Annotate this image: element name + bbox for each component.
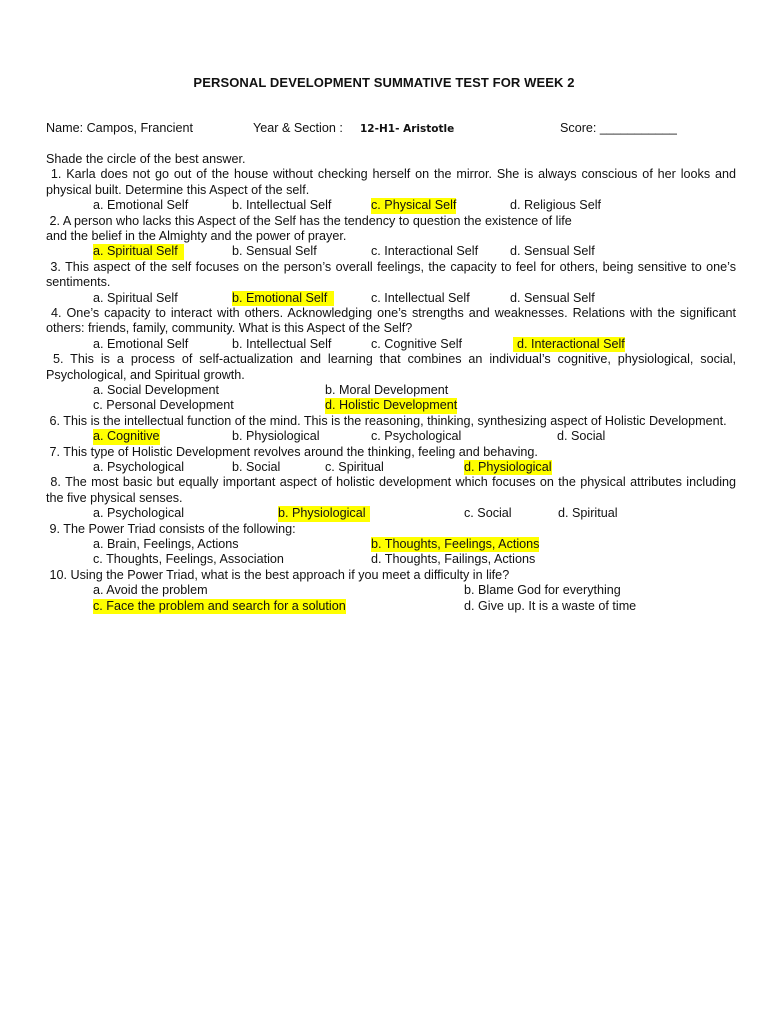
question-6-option-d[interactable]: d. Social xyxy=(557,429,606,444)
question-5-options-row-1 xyxy=(46,383,736,398)
question-8-option-d[interactable]: d. Spiritual xyxy=(558,506,618,521)
question-6-option-a[interactable]: a. Cognitive xyxy=(93,429,160,444)
question-9-options-row-2 xyxy=(46,552,736,567)
question-4-option-d[interactable]: d. Interactional Self xyxy=(513,337,625,352)
question-1-option-a[interactable]: a. Emotional Self xyxy=(93,198,189,213)
question-4-options xyxy=(46,337,736,352)
question-5: 5. This is a process of self-actualization and learning that combines an individual’s cognitive, physiological, social, Psychological, and Spiritual growth. xyxy=(46,352,737,382)
question-9-option-c[interactable]: c. Thoughts, Feelings, Association xyxy=(93,552,284,567)
question-5-option-d[interactable]: d. Holistic Development xyxy=(325,398,458,413)
question-6: 6. This is the intellectual function of the mind. This is the reasoning, thinking, synthesizing aspect of Holistic Development. xyxy=(49,413,727,428)
year-section-label: Year & Section : xyxy=(253,121,343,135)
question-3-option-a[interactable]: a. Spiritual Self xyxy=(93,290,178,305)
question-9-option-b[interactable]: b. Thoughts, Feelings, Actions xyxy=(371,536,540,551)
question-7-option-b[interactable]: b. Social xyxy=(232,459,281,474)
question-6-option-b[interactable]: b. Physiological xyxy=(232,429,320,444)
question-5-option-b[interactable]: b. Moral Development xyxy=(325,382,449,397)
question-2-option-d[interactable]: d. Sensual Self xyxy=(510,244,595,259)
question-list xyxy=(46,152,736,614)
instructions: Shade the circle of the best answer. xyxy=(46,152,246,166)
score-field: Score: ___________ xyxy=(560,121,677,135)
question-9-option-a[interactable]: a. Brain, Feelings, Actions xyxy=(93,536,239,551)
question-10-options-row-2 xyxy=(46,599,736,614)
question-8: 8. The most basic but equally important aspect of holistic development which focuses on the physical attributes including the five physical senses. xyxy=(46,475,737,505)
question-2-option-c[interactable]: c. Interactional Self xyxy=(371,244,479,259)
question-1-option-c[interactable]: c. Physical Self xyxy=(371,198,457,213)
question-3: 3. This aspect of the self focuses on the person’s overall feelings, the capacity to feel for others, being sensitive to one’s sentiments. xyxy=(46,259,737,290)
question-10: 10. Using the Power Triad, what is the best approach if you meet a difficulty in life? xyxy=(49,567,510,582)
question-5-option-c[interactable]: c. Personal Development xyxy=(93,398,234,413)
question-7-option-d[interactable]: d. Physiological xyxy=(464,459,552,474)
question-10-option-a[interactable]: a. Avoid the problem xyxy=(93,583,208,598)
question-9-option-d[interactable]: d. Thoughts, Failings, Actions xyxy=(371,552,536,567)
question-10-options-row-1 xyxy=(46,583,736,598)
question-2-line-2: and the belief in the Almighty and the power of prayer. xyxy=(46,228,347,243)
question-2-option-b[interactable]: b. Sensual Self xyxy=(232,244,317,259)
question-2: 2. A person who lacks this Aspect of the Self has the tendency to question the existence of life xyxy=(49,213,572,228)
question-10-option-c[interactable]: c. Face the problem and search for a solution xyxy=(93,598,346,613)
student-name: Name: Campos, Francient xyxy=(46,121,193,135)
question-1-option-d[interactable]: d. Religious Self xyxy=(510,198,602,213)
question-8-option-b[interactable]: b. Physiological xyxy=(278,506,370,521)
question-8-option-c[interactable]: c. Social xyxy=(464,506,512,521)
question-4-option-c[interactable]: c. Cognitive Self xyxy=(371,336,462,351)
question-4-option-b[interactable]: b. Intellectual Self xyxy=(232,336,332,351)
question-4-option-a[interactable]: a. Emotional Self xyxy=(93,336,189,351)
question-10-option-b[interactable]: b. Blame God for everything xyxy=(464,583,621,598)
question-3-option-d[interactable]: d. Sensual Self xyxy=(510,290,595,305)
question-10-option-d[interactable]: d. Give up. It is a waste of time xyxy=(464,598,637,613)
question-2-options xyxy=(46,244,736,259)
question-1-option-b[interactable]: b. Intellectual Self xyxy=(232,198,332,213)
question-5-option-a[interactable]: a. Social Development xyxy=(93,382,220,397)
year-section-value: 12-H1- Aristotle xyxy=(360,123,455,135)
question-3-option-b[interactable]: b. Emotional Self xyxy=(232,291,334,306)
question-1: 1. Karla does not go out of the house without checking herself on the mirror. She is always conscious of her looks and physical built. Determine this Aspect of the self. xyxy=(46,167,736,197)
question-3-option-c[interactable]: c. Intellectual Self xyxy=(371,290,470,305)
question-3-options xyxy=(46,291,736,306)
question-8-option-a[interactable]: a. Psychological xyxy=(93,506,185,521)
page-title: PERSONAL DEVELOPMENT SUMMATIVE TEST FOR WEEK 2 xyxy=(193,75,575,90)
question-9: 9. The Power Triad consists of the following: xyxy=(49,521,296,536)
question-7-option-a[interactable]: a. Psychological xyxy=(93,459,185,474)
question-7-options xyxy=(46,460,736,475)
question-1-options xyxy=(46,198,736,213)
student-info xyxy=(46,121,746,137)
question-4: 4. One’s capacity to interact with others. Acknowledging one’s strengths and weaknesses. Relations with the significant others: friends, family, community. What is this Aspect of the Self? xyxy=(46,305,736,336)
question-2-option-a[interactable]: a. Spiritual Self xyxy=(93,244,184,259)
question-6-options xyxy=(46,429,736,444)
question-5-options-row-2 xyxy=(46,398,736,413)
question-7-option-c[interactable]: c. Spiritual xyxy=(325,459,384,474)
question-8-options xyxy=(46,506,736,521)
question-6-option-c[interactable]: c. Psychological xyxy=(371,429,462,444)
question-9-options-row-1 xyxy=(46,537,736,552)
question-7: 7. This type of Holistic Development revolves around the thinking, feeling and behaving. xyxy=(49,444,538,459)
